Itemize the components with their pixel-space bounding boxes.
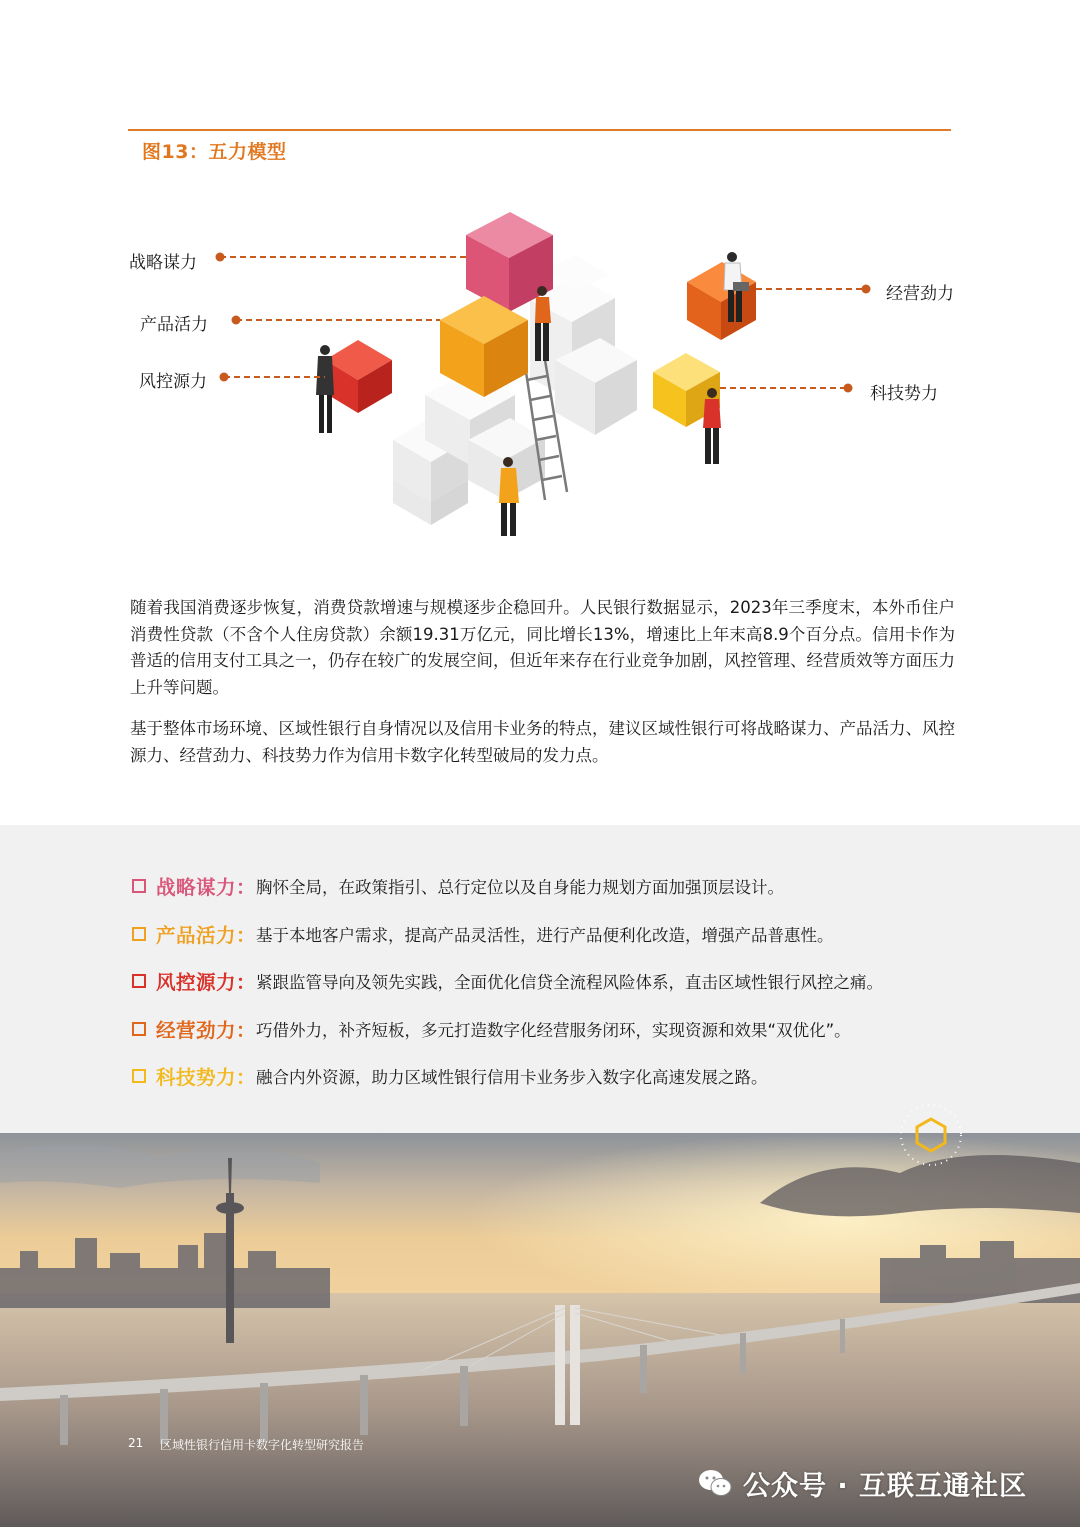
force-term: 科技势力： (156, 1066, 257, 1089)
force-desc: 紧跟监管导向及领先实践，全面优化信贷全流程风险体系，直击区域性银行风控之痛。 (256, 973, 884, 992)
label-risk: 风控源力 (139, 372, 207, 392)
force-item-strategy (132, 869, 784, 903)
bullet-square-icon (132, 879, 146, 893)
force-item-product (132, 917, 834, 951)
wechat-icon (697, 1468, 733, 1498)
force-desc: 基于本地客户需求，提高产品灵活性，进行产品便利化改造，增强产品普惠性。 (256, 926, 834, 945)
force-desc: 巧借外力，补齐短板，多元打造数字化经营服务闭环，实现资源和效果“双优化”。 (256, 1021, 851, 1040)
force-desc: 胸怀全局，在政策指引、总行定位以及自身能力规划方面加强顶层设计。 (256, 878, 785, 897)
force-item-operation (132, 1012, 851, 1046)
figure-top-rule (128, 129, 951, 131)
force-desc: 融合内外资源，助力区域性银行信用卡业务步入数字化高速发展之路。 (256, 1068, 768, 1087)
five-forces-diagram (0, 180, 1080, 560)
force-item-risk (132, 964, 883, 998)
force-term: 风控源力： (156, 971, 257, 994)
wechat-watermark (697, 1463, 1027, 1503)
bullet-square-icon (132, 927, 146, 941)
hexagon-icon (900, 1100, 962, 1170)
operation-cube (687, 262, 756, 340)
force-term: 战略谋力： (156, 876, 257, 899)
risk-cube (325, 340, 392, 413)
figure-title: 图13：五力模型 (142, 141, 287, 163)
label-operation: 经营劲力 (886, 284, 954, 304)
bullet-square-icon (132, 974, 146, 988)
force-item-tech (132, 1059, 768, 1093)
body-paragraph-2: 基于整体市场环境、区域性银行自身情况以及信用卡业务的特点，建议区域性银行可将战略谋力、产品活力、风控源力、经营劲力、科技势力作为信用卡数字化转型破局的发力点。 (130, 719, 955, 765)
label-strategy: 战略谋力 (129, 253, 197, 273)
report-title: 区域性银行信用卡数字化转型研究报告 (160, 1438, 365, 1452)
body-paragraph-1: 随着我国消费逐步恢复，消费贷款增速与规模逐步企稳回升。人民银行数据显示，2023年三季度末，本外币住户消费性贷款（不含个人住房贷款）余额19.31万亿元，同比增长13%，增速比上年末高8.9个百分点。信用卡作为普适的信用支付工具之一，仍存在较广的发展空间，但近年来存在行业竞争加剧，风控管理、经营质效等方面压力上升等问题。 (130, 598, 955, 697)
label-tech: 科技势力 (870, 384, 938, 404)
page-number: 21 (128, 1436, 144, 1450)
force-term: 产品活力： (156, 924, 257, 947)
label-product: 产品活力 (140, 315, 208, 335)
watermark-text: 公众号 · 互联互通社区 (743, 1470, 1028, 1502)
bullet-square-icon (132, 1022, 146, 1036)
force-term: 经营劲力： (156, 1019, 257, 1042)
bullet-square-icon (132, 1069, 146, 1083)
